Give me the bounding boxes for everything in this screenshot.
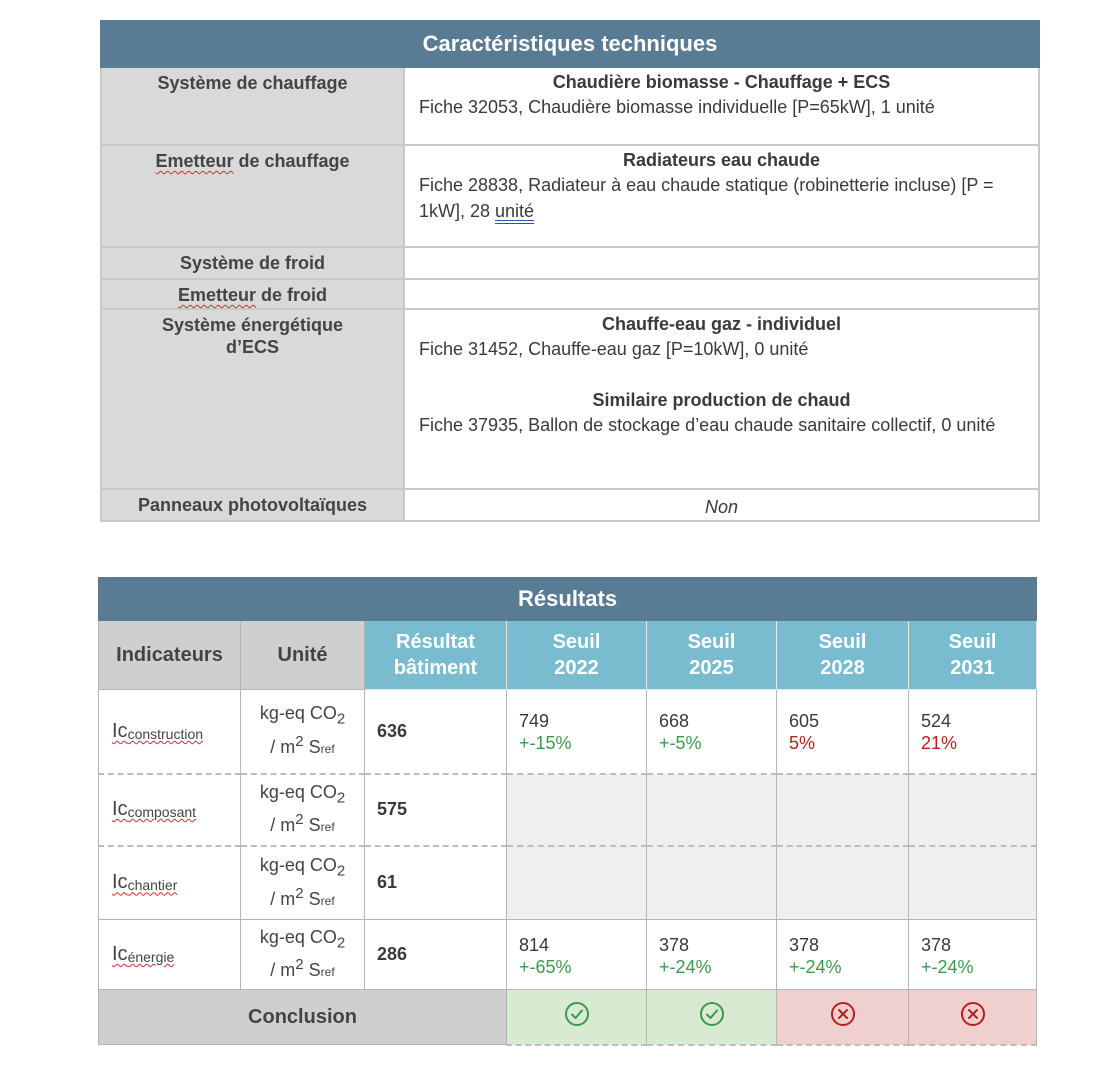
- table-row: [99, 846, 1037, 920]
- indicator-cell: [99, 846, 241, 920]
- header-seuil-2022: Seuil 2022: [507, 621, 647, 690]
- spellcheck-word: Emetteur: [155, 151, 234, 171]
- conclusion-cell: [507, 990, 647, 1045]
- tech-row-ecs: [101, 309, 1039, 489]
- indicator-name: $Ic_{composant}$: [112, 798, 197, 820]
- tech-row-cool-emitter: [101, 279, 1039, 309]
- row-value: [404, 67, 1039, 145]
- header-seuil-2031: Seuil 2031: [909, 621, 1037, 690]
- row-label: Système de froid: [101, 247, 404, 279]
- seuil-cell: 378 +-24%: [909, 920, 1037, 990]
- tech-row-pv: [101, 489, 1039, 521]
- results-table: [98, 577, 1037, 1046]
- x-circle-icon: [960, 1001, 986, 1027]
- label-rest: de froid: [256, 285, 328, 305]
- tech-table-title: Caractéristiques techniques: [101, 21, 1039, 67]
- conclusion-row: [99, 990, 1037, 1045]
- row-label: Système énergétique d’ECS: [101, 309, 404, 489]
- spellcheck-word: Emetteur: [177, 285, 257, 305]
- seuil-cell: 814 +-65%: [507, 920, 647, 990]
- seuil-cell-empty: [909, 774, 1037, 846]
- row-value: [404, 279, 1039, 309]
- row-label: [101, 145, 404, 247]
- value-title: Chaudière biomasse - Chauffage + ECS: [552, 72, 891, 92]
- seuil-cell-empty: [507, 846, 647, 920]
- seuil-cell: 668 +-5%: [647, 690, 777, 774]
- seuil-cell: 378 +-24%: [777, 920, 909, 990]
- indicator-cell: [99, 920, 241, 990]
- indicator-name: $Ic_{construction}$: [112, 719, 204, 742]
- building-result: 575: [365, 774, 507, 846]
- unit-cell: kg-eq $CO_2$ / $m^2$ Sref: [241, 690, 365, 774]
- tech-row-cooling: [101, 247, 1039, 279]
- header-indicators: Indicateurs: [99, 621, 241, 690]
- technical-characteristics-table: [100, 20, 1040, 522]
- value-title: Chauffe-eau gaz - individuel: [601, 314, 842, 334]
- row-label: Système de chauffage: [101, 67, 404, 145]
- check-circle-icon: [564, 1001, 590, 1027]
- header-result: Résultat bâtiment: [365, 621, 507, 690]
- seuil-cell-empty: [777, 846, 909, 920]
- tech-row-heating: [101, 67, 1039, 145]
- label-rest: de chauffage: [233, 151, 350, 171]
- grammar-word: unité: [495, 201, 535, 221]
- indicator-cell: [99, 690, 241, 774]
- conclusion-cell: [909, 990, 1037, 1045]
- building-result: 61: [365, 846, 507, 920]
- conclusion-label: Conclusion: [99, 990, 507, 1045]
- value-text-2: Fiche 37935, Ballon de stockage d’eau chaude sanitaire collectif, 0 unité: [419, 415, 996, 435]
- value-text: Fiche 31452, Chauffe-eau gaz [P=10kW], 0 unité: [419, 339, 809, 359]
- row-label: [101, 279, 404, 309]
- table-row: [99, 774, 1037, 846]
- value-text: Fiche 28838, Radiateur à eau chaude statique (robinetterie incluse) [P = 1kW], 28: [419, 175, 994, 221]
- table-row: [99, 690, 1037, 774]
- value-title-2: Similaire production de chaud: [592, 390, 851, 410]
- unit-cell: kg-eq $CO_2$ / $m^2$ Sref: [241, 774, 365, 846]
- row-value: [404, 309, 1039, 489]
- unit-cell: kg-eq $CO_2$ / $m^2$ Sref: [241, 846, 365, 920]
- row-value: [404, 247, 1039, 279]
- row-value: Non: [404, 489, 1039, 521]
- header-seuil-2025: Seuil 2025: [647, 621, 777, 690]
- seuil-cell: 378 +-24%: [647, 920, 777, 990]
- indicator-name: $Ic_{chantier}$: [112, 871, 178, 894]
- seuil-cell-empty: [647, 774, 777, 846]
- building-result: 286: [365, 920, 507, 990]
- unit-cell: kg-eq $CO_2$ / $m^2$ Sref: [241, 920, 365, 990]
- row-label: Panneaux photovoltaïques: [101, 489, 404, 521]
- seuil-cell: 524 21%: [909, 690, 1037, 774]
- results-title: Résultats: [99, 578, 1037, 621]
- building-result: 636: [365, 690, 507, 774]
- results-header-row: [99, 621, 1037, 690]
- table-row: [99, 920, 1037, 990]
- seuil-cell: 605 5%: [777, 690, 909, 774]
- check-circle-icon: [699, 1001, 725, 1027]
- header-unit: Unité: [241, 621, 365, 690]
- row-value: [404, 145, 1039, 247]
- x-circle-icon: [830, 1001, 856, 1027]
- header-seuil-2028: Seuil 2028: [777, 621, 909, 690]
- tech-row-heat-emitter: [101, 145, 1039, 247]
- conclusion-cell: [647, 990, 777, 1045]
- value-title: Radiateurs eau chaude: [622, 150, 821, 170]
- indicator-cell: [99, 774, 241, 846]
- seuil-cell-empty: [909, 846, 1037, 920]
- value-text: Fiche 32053, Chaudière biomasse individuelle [P=65kW], 1 unité: [419, 97, 935, 117]
- conclusion-cell: [777, 990, 909, 1045]
- seuil-cell-empty: [777, 774, 909, 846]
- seuil-cell: 749 +-15%: [507, 690, 647, 774]
- indicator-name: $Ic_{énergie}$: [112, 943, 175, 965]
- seuil-cell-empty: [647, 846, 777, 920]
- seuil-cell-empty: [507, 774, 647, 846]
